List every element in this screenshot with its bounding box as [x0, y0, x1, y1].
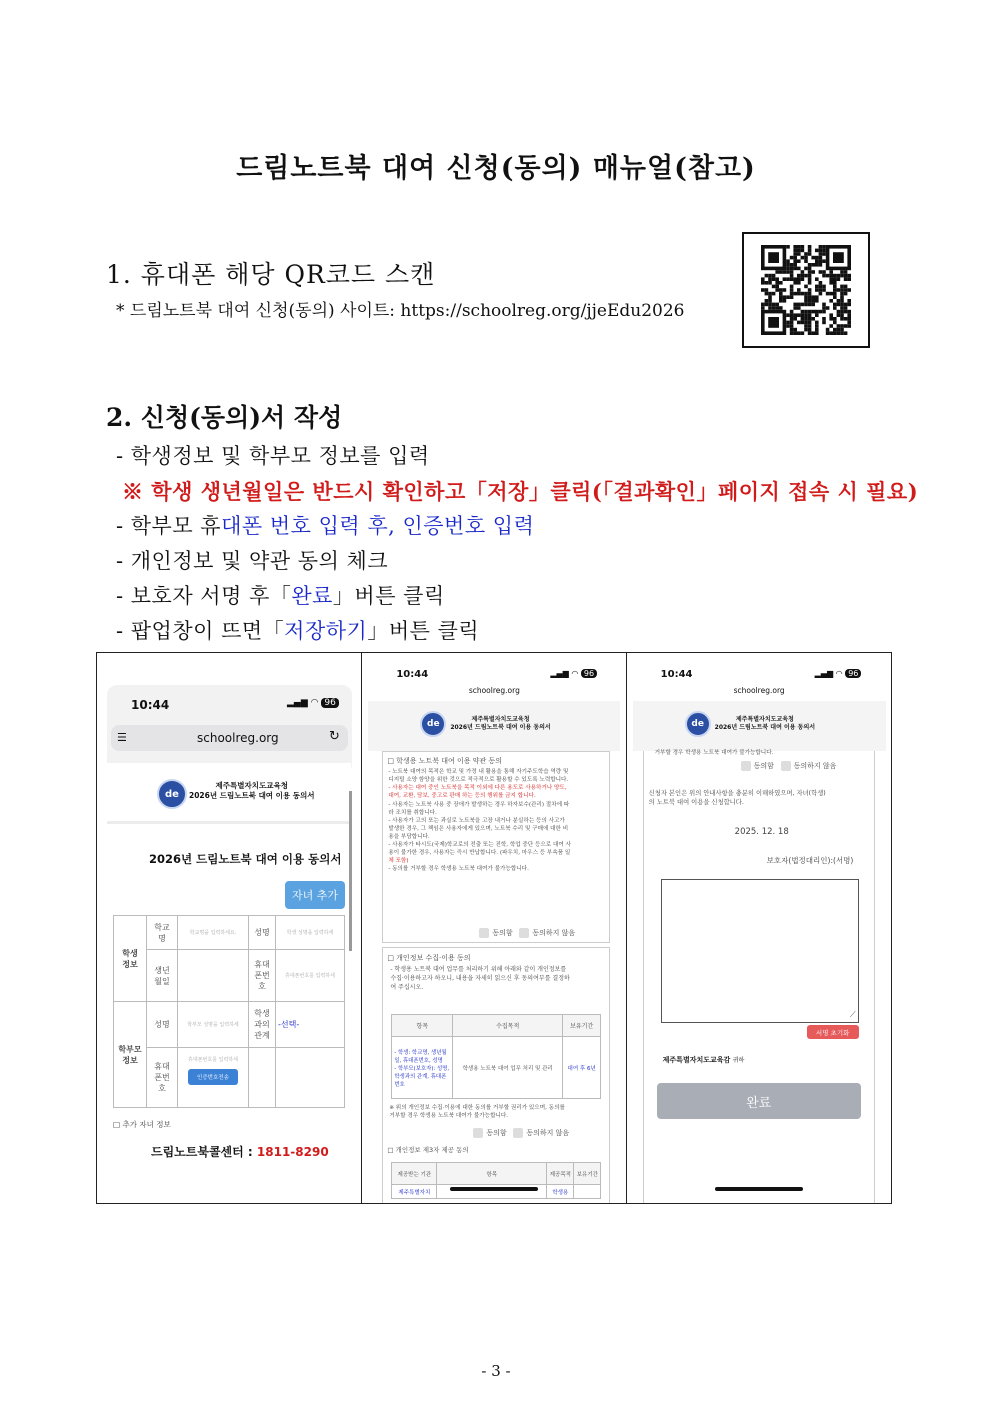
status-icons: ▂▄▆ ◠ 96 — [287, 698, 339, 708]
parent-name-input[interactable]: 학부모 성명을 입력하세 — [178, 1002, 249, 1048]
birthdate-warning: ※ 학생 생년월일은 반드시 확인하고「저장」클릭(「결과확인」페이지 접속 시 필요) — [122, 479, 919, 504]
disagree-checkbox[interactable] — [513, 1128, 523, 1138]
parent-phone-cell: 휴대폰번호를 입력하세 인증번호전송 — [178, 1048, 249, 1108]
org-logo: de — [420, 711, 446, 737]
step-item: - 학부모 휴대폰 번호 입력 후, 인증번호 입력 — [116, 514, 535, 538]
birthdate-input[interactable] — [178, 950, 249, 1002]
home-indicator[interactable] — [715, 1187, 803, 1191]
guardian-label: 보호자(법정대리인):(서명) — [766, 856, 854, 865]
page-title: 드림노트북 대여 신청(동의) 매뉴얼(참고) — [236, 153, 756, 184]
student-parent-table: 학생 정보 학교 명 학교명을 입력하세요. 성명 학생 성명을 입력하세 생년 월일 휴대 폰번 호 휴대폰번호를 입력하세 학부모 정보 성명 학부모 성명을 입력하세 학생 과의 관계 -선택- 휴대 폰번 호 휴대폰번호를 입력하세 인증번호전송 — [113, 915, 345, 1108]
student-phone-input[interactable]: 휴대폰번호를 입력하세 — [276, 950, 345, 1002]
org-header: 제주특별자치도교육청 2026년 드림노트북 대여 이용 동의서 — [450, 716, 551, 731]
status-icons: ▂▄▆ ◠ 96 — [550, 669, 597, 678]
add-child-button[interactable]: 자녀 추가 — [285, 881, 345, 909]
terms-consent: 동의함 동의하지 않음 — [479, 928, 575, 938]
step-item: - 학생정보 및 학부모 정보를 입력 — [116, 444, 430, 468]
org-header: 제주특별자치도교육청 2026년 드림노트북 대여 이용 동의서 — [189, 781, 315, 800]
final-consent: 동의함 동의하지 않음 — [741, 761, 837, 771]
privacy-table: 항목 수집목적 보유기간 - 학생: 학교명, 생년월일, 휴대폰번호, 성명 - 학부모(보호자): 성명, 학생과의 관계, 휴대폰번호 학생용 노트북 대여 업무 처리 및 관리 대여 후 6년 — [391, 1014, 601, 1099]
top-note: 거부할 경우 학생용 노트북 대여가 불가능합니다. — [654, 750, 774, 756]
status-icons: ▂▄▆ ◠ 96 — [815, 669, 862, 678]
reload-icon[interactable]: ↻ — [329, 729, 340, 744]
sign-date: 2025. 12. 18 — [734, 827, 789, 837]
org-logo: de — [685, 711, 711, 737]
agree-checkbox[interactable] — [741, 761, 751, 771]
step-item: - 개인정보 및 약관 동의 체크 — [116, 549, 389, 573]
third-party-table: 제공받는 기관 항목 제공목적 보유기간 제주특별자치 학생용 — [391, 1162, 601, 1199]
url-text[interactable]: schoolreg.org — [197, 731, 279, 745]
terms-body: - 노트북 대여의 목적은 학교 및 가정 내 활용을 통해 자기주도학습 역량 및 디지털 소양 함양을 위한 것으로 적극적으로 활용할 수 있도록 노력합니다. - 사용자는 대여 중인 노트북을 목적 이외에 다른 용도로 사용하거나 양도, 대여, 교환, 담보, 중고로 판매 하는 등의 행위를 금지 합니다. - 사용자는 노트북 사용 중 장애가 발생하는 경우 하자보수(관리) 절차에 따 라 조치를 취합니다. - 사용자가 고의 또는 과실로 노트북을 고장 내거나 분실하는 등의 사고가 발생한 경우, 그 책임은 사용자에게 있으며, 노트북 수리 및 구매에 대한 비 용을 부담합니다. - 사용자가 타시도(국제)학교로의 전출 또는 진학, 학업 중단 등으로 대여 사 용이 불가한 경우, 사용자는 즉시 반납합니다. (파우치, 마우스 등 부속품 일 체 포함) - 동의를 거부할 경우 학생용 노트북 대여가 불가능합니다. — [388, 769, 571, 873]
terms-title: □ 학생용 노트북 대여 이용 약관 동의 — [387, 757, 502, 765]
relation-select[interactable]: -선택- — [276, 1002, 345, 1048]
url-text[interactable]: schoolreg.org — [468, 686, 520, 695]
privacy-box — [382, 947, 610, 1203]
page-number: - 3 - — [481, 1362, 511, 1380]
complete-button[interactable]: 완료 — [657, 1083, 861, 1119]
privacy-title: □ 개인정보 수집·이용 동의 — [387, 954, 471, 962]
call-center: 드림노트북콜센터 : 1811-8290 — [151, 1145, 329, 1159]
qr-code-image — [744, 234, 868, 346]
signature-pad[interactable] — [661, 879, 859, 1023]
scrollbar[interactable] — [349, 791, 352, 951]
step-item: - 보호자 서명 후「완료」버튼 클릭 — [116, 584, 445, 608]
applicant-statement: 신청자 본인은 위의 안내사항을 충분히 이해하였으며, 자녀(학생) 의 노트북 대여 이용을 신청합니다. — [648, 790, 826, 807]
student-name-input[interactable]: 학생 성명을 입력하세 — [276, 916, 345, 950]
url-text[interactable]: schoolreg.org — [733, 686, 785, 695]
section2-heading: 2. 신청(동의)서 작성 — [106, 403, 343, 432]
privacy-consent: 동의함 동의하지 않음 — [473, 1128, 569, 1138]
screenshots-strip — [96, 652, 892, 1204]
agree-checkbox[interactable] — [473, 1128, 483, 1138]
recipient: 제주특별자치도교육감 귀하 — [662, 1056, 745, 1064]
send-code-button[interactable]: 인증번호전송 — [188, 1069, 238, 1085]
add-child-info-checkbox[interactable]: □ 추가 자녀 정보 — [113, 1120, 171, 1129]
terms-box — [382, 751, 610, 943]
reset-signature-button[interactable]: 서명 초기화 — [807, 1025, 859, 1039]
form-title: 2026년 드림노트북 대여 이용 동의서 — [149, 852, 342, 866]
home-indicator[interactable] — [450, 1187, 538, 1191]
step-item: - 팝업창이 뜨면「저장하기」버튼 클릭 — [116, 619, 480, 643]
org-header: 제주특별자치도교육청 2026년 드림노트북 대여 이용 동의서 — [714, 716, 816, 731]
status-time: 10:44 — [131, 698, 170, 712]
refuse-note: ※ 위의 개인정보 수집·이용에 대한 동의를 거부할 권리가 있으며, 동의를 거부할 경우 학생용 노트북 대여가 불가능합니다. — [389, 1105, 565, 1120]
disagree-checkbox[interactable] — [519, 928, 529, 938]
screenshot-signature — [627, 653, 891, 1203]
qr-code — [742, 232, 870, 348]
tabs-icon[interactable]: ☰ — [117, 731, 127, 744]
disagree-checkbox[interactable] — [781, 761, 791, 771]
school-input[interactable]: 학교명을 입력하세요. — [178, 916, 249, 950]
screenshot-terms — [362, 653, 626, 1203]
org-logo: de — [157, 779, 187, 809]
section1-heading: 1. 휴대폰 해당 QR코드 스캔 — [106, 260, 436, 289]
section1-site-bullet: * 드림노트북 대여 신청(동의) 사이트: https://schoolreg.org/jjeEdu2026 — [116, 301, 685, 321]
resize-handle-icon: ⟋ — [850, 1010, 856, 1019]
status-time: 10:44 — [396, 669, 429, 680]
privacy-body: - 학생용 노트북 대여 업무를 처리하기 위해 아래와 같이 개인정보를 수집·이용하고자 하오니, 내용을 자세히 읽으신 후 동의여부를 결정하 여 주십시오. — [390, 966, 570, 991]
status-time: 10:44 — [660, 669, 693, 680]
third-party-title: □ 개인정보 제3자 제공 동의 — [387, 1146, 469, 1154]
agree-checkbox[interactable] — [479, 928, 489, 938]
screenshot-form — [97, 653, 362, 1203]
